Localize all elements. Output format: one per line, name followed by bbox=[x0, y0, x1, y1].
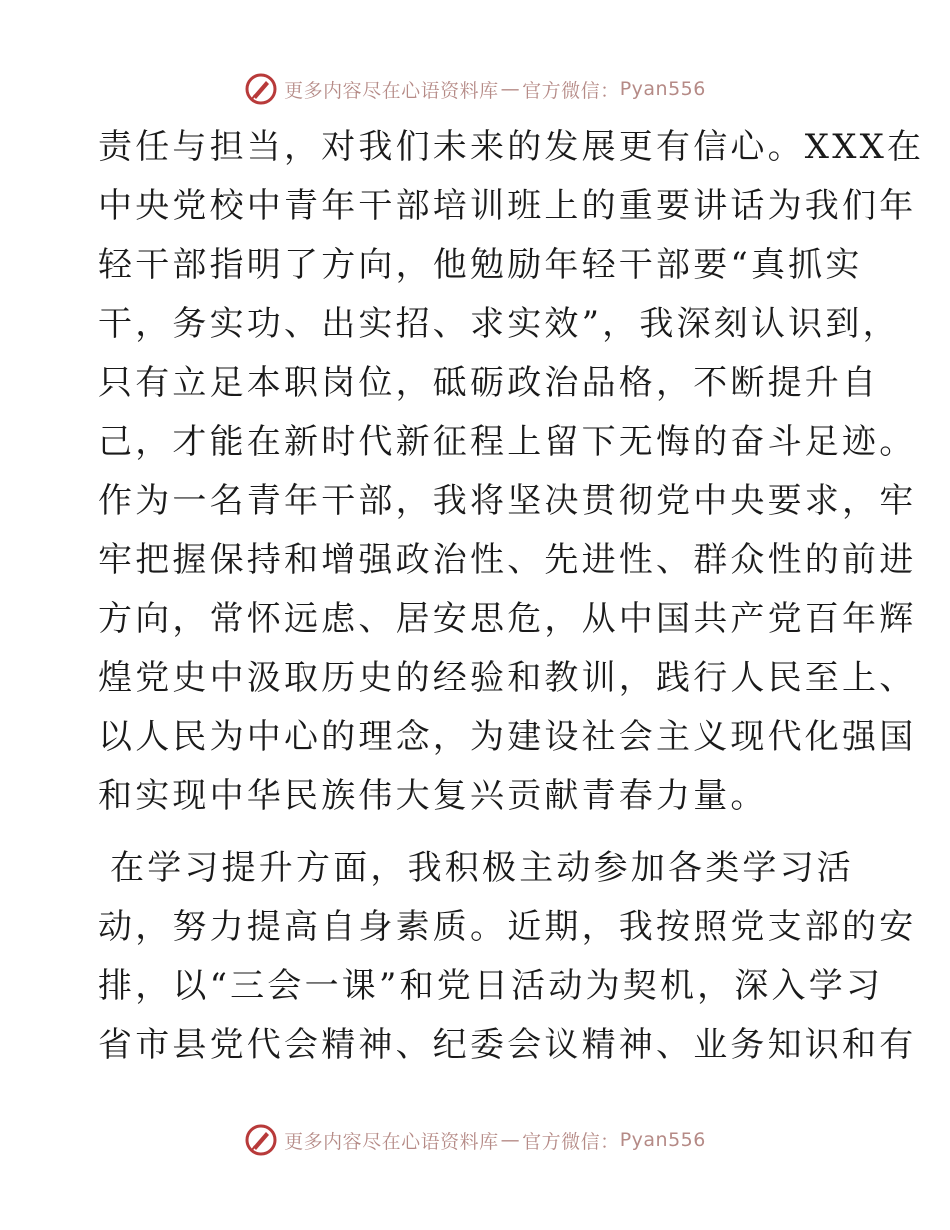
text-line: 己，才能在新时代新征程上留下无悔的奋斗足迹。 bbox=[98, 422, 917, 462]
watermark-label: 官方微信： bbox=[522, 1130, 620, 1153]
text-line: 干，务实功、出实招、求实效”，我深刻认识到， bbox=[98, 304, 900, 344]
text-line: 在学习提升方面，我积极主动参加各类学习活 bbox=[110, 848, 854, 888]
text-line: 只有立足本职岗位，砥砺政治品格，不断提升自 bbox=[98, 363, 880, 403]
footer-watermark bbox=[0, 1123, 950, 1157]
text-line: 省市县党代会精神、纪委会议精神、业务知识和有 bbox=[98, 1025, 917, 1065]
watermark-separator: — bbox=[500, 1129, 521, 1151]
paragraph bbox=[98, 839, 917, 1075]
text-line: 责任与担当，对我们未来的发展更有信心。XXX在 bbox=[98, 127, 925, 167]
text-line: 和实现中华民族伟大复兴贡献青春力量。 bbox=[98, 776, 768, 816]
quill-logo-icon bbox=[244, 1123, 278, 1157]
text-line: 轻干部指明了方向，他勉励年轻干部要“真抓实 bbox=[98, 245, 863, 285]
text-line: 中央党校中青年干部培训班上的重要讲话为我们年 bbox=[98, 186, 917, 226]
header-watermark bbox=[0, 72, 950, 106]
text-line: 作为一名青年干部，我将坚决贯彻党中央要求，牢 bbox=[98, 481, 917, 521]
watermark-wechat-id: Pyan556 bbox=[619, 1129, 706, 1151]
text-line: 动，努力提高自身素质。近期，我按照党支部的安 bbox=[98, 907, 917, 947]
text-line: 煌党史中汲取历史的经验和教训，践行人民至上、 bbox=[98, 658, 917, 698]
watermark-label: 官方微信： bbox=[522, 79, 620, 102]
paragraph bbox=[98, 118, 925, 826]
document-body bbox=[98, 118, 925, 1075]
text-line: 以人民为中心的理念，为建设社会主义现代化强国 bbox=[98, 717, 917, 757]
text-line: 牢把握保持和增强政治性、先进性、群众性的前进 bbox=[98, 540, 917, 580]
watermark-wechat-id: Pyan556 bbox=[619, 78, 706, 100]
watermark-separator: — bbox=[500, 78, 521, 100]
quill-logo-icon bbox=[244, 72, 278, 106]
text-line: 方向，常怀远虑、居安思危，从中国共产党百年辉 bbox=[98, 599, 917, 639]
text-line: 排，以“三会一课”和党日活动为契机，深入学习 bbox=[98, 966, 884, 1006]
watermark-main: 更多内容尽在心语资料库 bbox=[284, 79, 499, 102]
watermark-main: 更多内容尽在心语资料库 bbox=[284, 1130, 499, 1153]
